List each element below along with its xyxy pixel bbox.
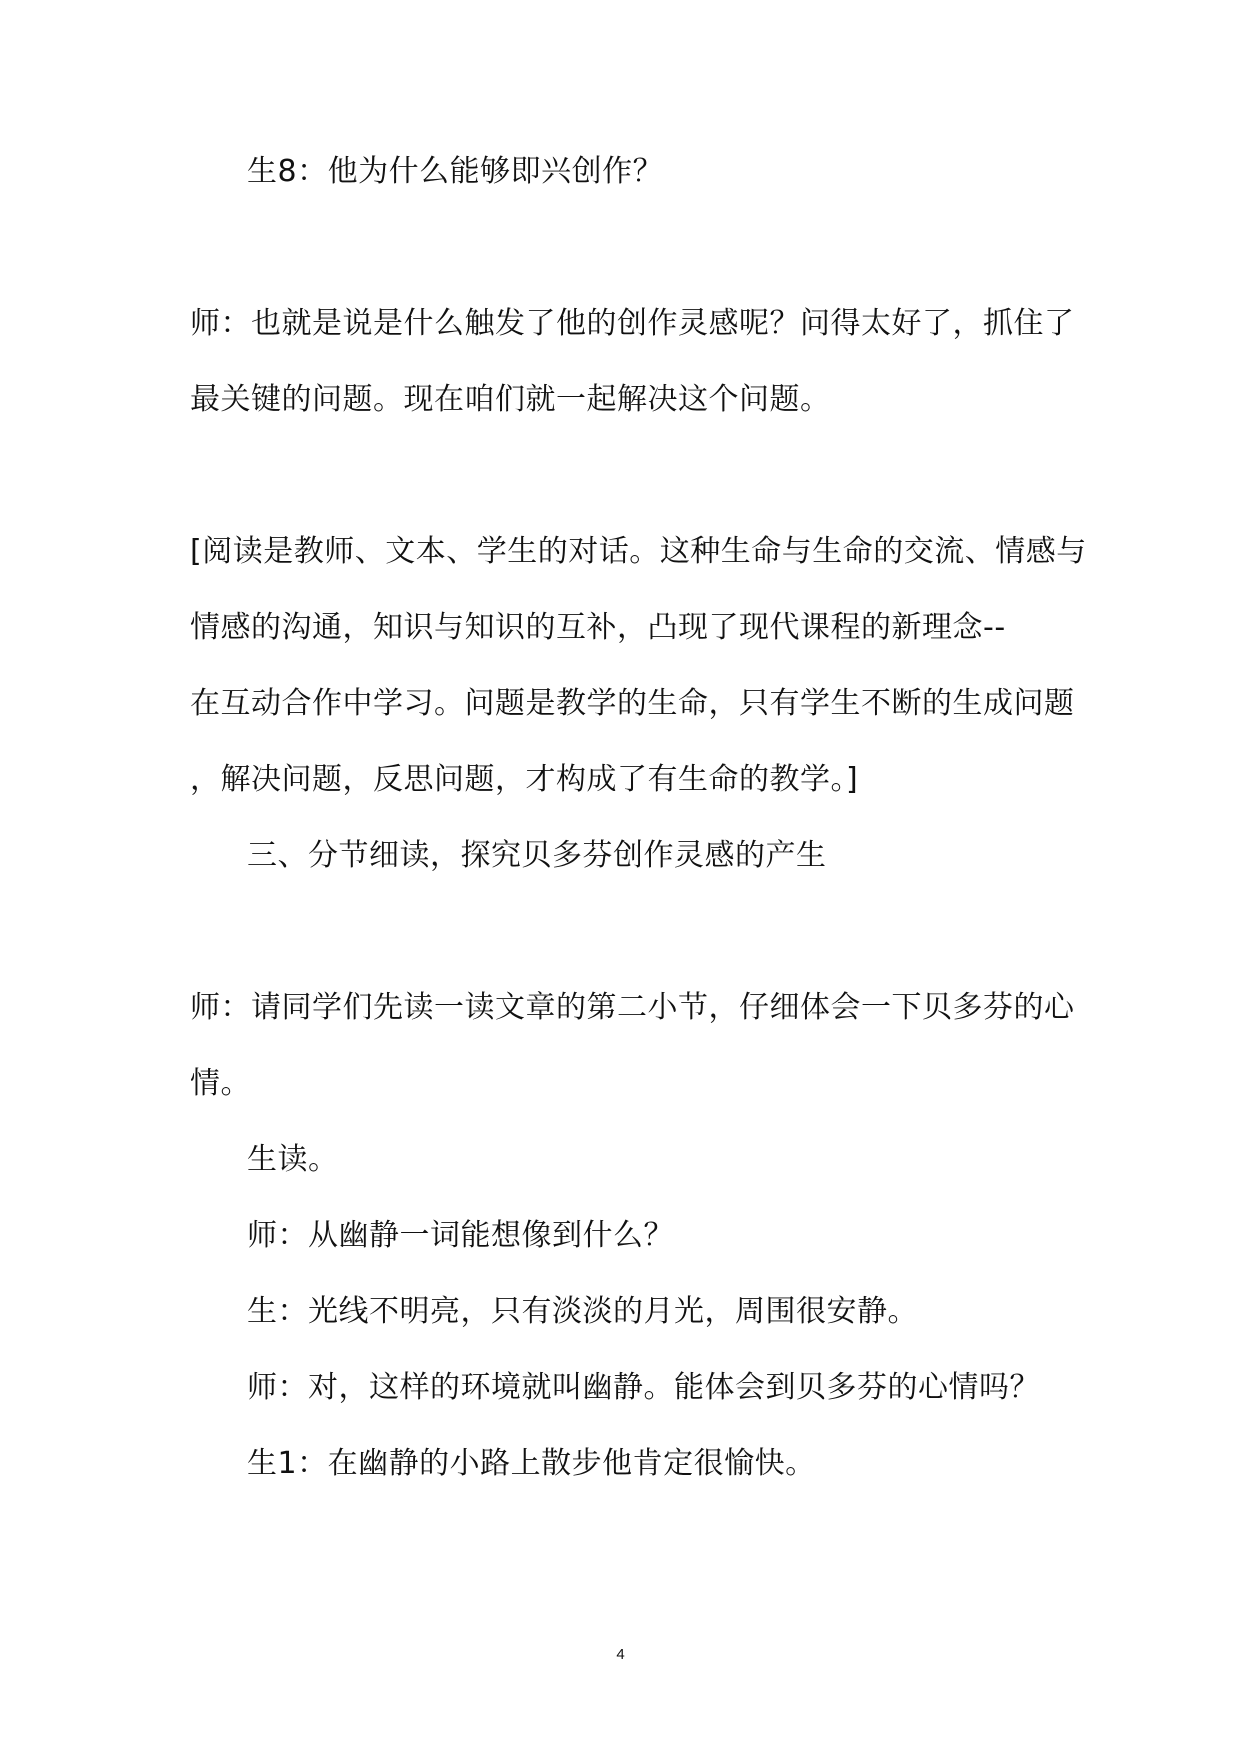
section-heading: 三、分节细读，探究贝多芬创作灵感的产生 <box>247 838 827 873</box>
text-line: ，解决问题，反思问题，才构成了有生命的教学。] <box>190 762 859 797</box>
text-line: 师：对，这样的环境就叫幽静。能体会到贝多芬的心情吗？ <box>247 1370 1040 1405</box>
text-line: 生读。 <box>247 1142 339 1177</box>
text-line: [阅读是教师、文本、学生的对话。这种生命与生命的交流、情感与 <box>190 534 1087 569</box>
text-line: 情感的沟通，知识与知识的互补，凸现了现代课程的新理念-- <box>190 610 1006 645</box>
text-line: 生8：他为什么能够即兴创作？ <box>247 154 664 189</box>
text-line: 师：请同学们先读一读文章的第二小节，仔细体会一下贝多芬的心 <box>190 990 1075 1025</box>
text-line: 情。 <box>190 1066 251 1101</box>
text-line: 师：也就是说是什么触发了他的创作灵感呢？问得太好了，抓住了 <box>190 306 1075 341</box>
text-line: 最关键的问题。现在咱们就一起解决这个问题。 <box>190 382 831 417</box>
text-line: 师：从幽静一词能想像到什么？ <box>247 1218 674 1253</box>
text-line: 在互动合作中学习。问题是教学的生命，只有学生不断的生成问题 <box>190 686 1075 721</box>
page-number: 4 <box>616 1646 625 1663</box>
text-line: 生1：在幽静的小路上散步他肯定很愉快。 <box>247 1446 816 1481</box>
text-line: 生：光线不明亮，只有淡淡的月光，周围很安静。 <box>247 1294 918 1329</box>
